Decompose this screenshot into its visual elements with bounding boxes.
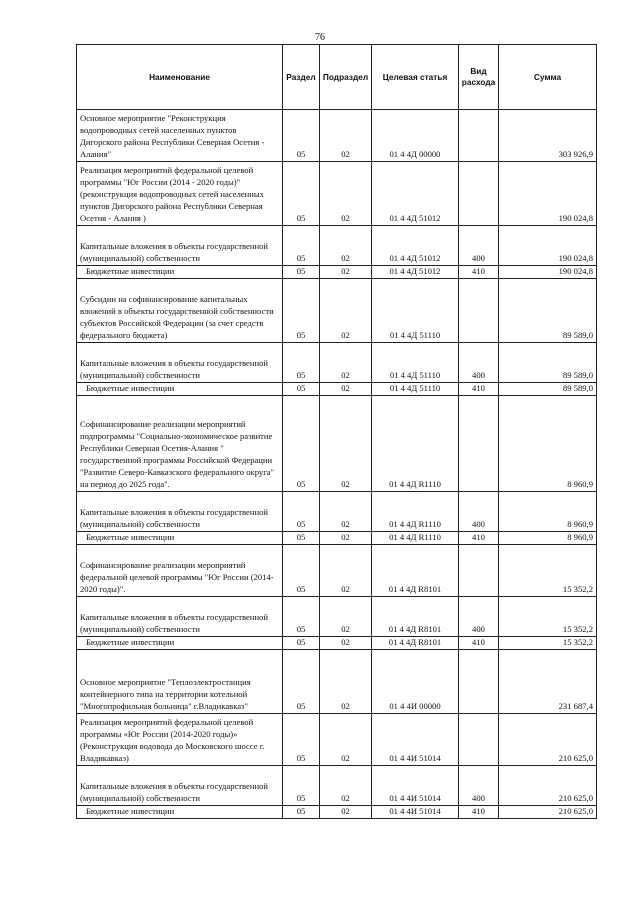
table-row (77, 491, 597, 531)
cell-subsection: 02 (320, 382, 372, 395)
cell-sum: 231 687,4 (499, 649, 597, 713)
cell-section: 05 (283, 266, 320, 279)
cell-expense-type: 410 (459, 266, 499, 279)
cell-name: Реализация мероприятий федеральной целевой программы "Юг России (2014 - 2020 годы)" (реконструкция водопроводных сетей населенных пунктов Дигорского района Республики Северная Осетия - Алания ) (77, 162, 283, 226)
cell-target: 01 4 4Д R8101 (372, 544, 459, 596)
cell-section: 05 (283, 162, 320, 226)
table-row (77, 226, 597, 266)
table-row (77, 765, 597, 805)
table-row (77, 382, 597, 395)
cell-target: 01 4 4Д 51012 (372, 226, 459, 266)
cell-sum: 89 589,0 (499, 382, 597, 395)
cell-expense-type (459, 544, 499, 596)
cell-expense-type: 400 (459, 765, 499, 805)
cell-target: 01 4 4Д 00000 (372, 110, 459, 162)
cell-sum: 89 589,0 (499, 278, 597, 342)
table-row (77, 162, 597, 226)
cell-name: Капитальные вложения в объекты государственной (муниципальной) собственности (77, 765, 283, 805)
cell-sum: 15 352,2 (499, 636, 597, 649)
cell-section: 05 (283, 342, 320, 382)
table-row (77, 110, 597, 162)
cell-sum: 210 625,0 (499, 805, 597, 818)
cell-name: Субсидии на софинансирование капитальных вложений в объекты государственной собственности субъектов Российской Федерации (за счет средств федерального бюджета) (77, 278, 283, 342)
cell-section: 05 (283, 278, 320, 342)
cell-subsection: 02 (320, 162, 372, 226)
cell-expense-type (459, 110, 499, 162)
cell-sum: 190 024,8 (499, 226, 597, 266)
table-row (77, 342, 597, 382)
cell-name: Софинансирование реализации мероприятий подпрограммы "Социально-экономическое развитие Республики Северная Осетия-Алания " государственной программы Российской Федерации "Развитие Северо-Кавказского федерального округа" на период до 2025 года". (77, 395, 283, 491)
cell-section: 05 (283, 713, 320, 765)
cell-sum: 15 352,2 (499, 596, 597, 636)
cell-expense-type (459, 162, 499, 226)
table-row (77, 805, 597, 818)
cell-name: Капитальные вложения в объекты государственной (муниципальной) собственности (77, 491, 283, 531)
cell-sum: 89 589,0 (499, 342, 597, 382)
cell-section: 05 (283, 531, 320, 544)
cell-name: Бюджетные инвестиции (77, 636, 283, 649)
table-row (77, 266, 597, 279)
cell-sum: 15 352,2 (499, 544, 597, 596)
cell-name: Капитальные вложения в объекты государственной (муниципальной) собственности (77, 226, 283, 266)
cell-name: Бюджетные инвестиции (77, 266, 283, 279)
cell-subsection: 02 (320, 395, 372, 491)
cell-expense-type: 410 (459, 531, 499, 544)
cell-sum: 8 960,9 (499, 531, 597, 544)
cell-target: 01 4 4Д R8101 (372, 596, 459, 636)
cell-name: Бюджетные инвестиции (77, 805, 283, 818)
table-row (77, 395, 597, 491)
cell-expense-type: 410 (459, 636, 499, 649)
cell-target: 01 4 4И 51014 (372, 765, 459, 805)
cell-target: 01 4 4Д R1110 (372, 395, 459, 491)
cell-section: 05 (283, 765, 320, 805)
cell-sum: 8 960,9 (499, 491, 597, 531)
cell-section: 05 (283, 544, 320, 596)
cell-target: 01 4 4Д 51012 (372, 266, 459, 279)
table-row (77, 636, 597, 649)
header-name: Наименование (77, 45, 283, 110)
cell-target: 01 4 4Д R8101 (372, 636, 459, 649)
table-row (77, 544, 597, 596)
cell-subsection: 02 (320, 805, 372, 818)
cell-sum: 303 926,9 (499, 110, 597, 162)
cell-expense-type: 410 (459, 805, 499, 818)
cell-section: 05 (283, 636, 320, 649)
cell-expense-type: 400 (459, 226, 499, 266)
table-body (77, 110, 597, 819)
table-row (77, 713, 597, 765)
cell-section: 05 (283, 491, 320, 531)
header-expense-type: Вид расхода (459, 45, 499, 110)
cell-subsection: 02 (320, 266, 372, 279)
cell-expense-type: 400 (459, 342, 499, 382)
cell-section: 05 (283, 395, 320, 491)
cell-expense-type (459, 278, 499, 342)
header-subsection: Подраздел (320, 45, 372, 110)
cell-name: Капитальные вложения в объекты государственной (муниципальной) собственности (77, 342, 283, 382)
cell-section: 05 (283, 649, 320, 713)
cell-section: 05 (283, 110, 320, 162)
page-number: 76 (315, 32, 325, 43)
table-row (77, 649, 597, 713)
cell-expense-type: 400 (459, 596, 499, 636)
cell-subsection: 02 (320, 531, 372, 544)
cell-expense-type: 400 (459, 491, 499, 531)
cell-subsection: 02 (320, 765, 372, 805)
cell-subsection: 02 (320, 544, 372, 596)
cell-expense-type (459, 649, 499, 713)
cell-target: 01 4 4И 51014 (372, 713, 459, 765)
cell-subsection: 02 (320, 342, 372, 382)
cell-subsection: 02 (320, 596, 372, 636)
header-row (77, 45, 597, 110)
cell-sum: 8 960,9 (499, 395, 597, 491)
cell-name: Капитальные вложения в объекты государственной (муниципальной) собственности (77, 596, 283, 636)
cell-sum: 190 024,8 (499, 266, 597, 279)
cell-subsection: 02 (320, 636, 372, 649)
table-row (77, 531, 597, 544)
cell-name: Бюджетные инвестиции (77, 382, 283, 395)
cell-name: Реализация мероприятий федеральной целевой программы «Юг России (2014-2020 годы)» (Реконструкция водовода до Московского шоссе г. Владикавказ) (77, 713, 283, 765)
budget-table (76, 44, 597, 819)
cell-target: 01 4 4Д 51110 (372, 278, 459, 342)
cell-subsection: 02 (320, 649, 372, 713)
header-sum: Сумма (499, 45, 597, 110)
cell-section: 05 (283, 226, 320, 266)
cell-target: 01 4 4Д R1110 (372, 531, 459, 544)
cell-subsection: 02 (320, 278, 372, 342)
cell-subsection: 02 (320, 226, 372, 266)
cell-sum: 210 625,0 (499, 713, 597, 765)
cell-target: 01 4 4Д R1110 (372, 491, 459, 531)
table-row (77, 278, 597, 342)
cell-expense-type: 410 (459, 382, 499, 395)
cell-name: Софинансирование реализации мероприятий федеральной целевой программы "Юг России (2014-2020 годы)". (77, 544, 283, 596)
header-target: Целевая статья (372, 45, 459, 110)
cell-target: 01 4 4И 51014 (372, 805, 459, 818)
header-section: Раздел (283, 45, 320, 110)
cell-section: 05 (283, 596, 320, 636)
cell-expense-type (459, 713, 499, 765)
cell-subsection: 02 (320, 713, 372, 765)
cell-target: 01 4 4Д 51012 (372, 162, 459, 226)
cell-subsection: 02 (320, 110, 372, 162)
cell-section: 05 (283, 382, 320, 395)
table-row (77, 596, 597, 636)
cell-name: Бюджетные инвестиции (77, 531, 283, 544)
cell-sum: 210 625,0 (499, 765, 597, 805)
cell-target: 01 4 4Д 51110 (372, 382, 459, 395)
cell-target: 01 4 4И 00000 (372, 649, 459, 713)
cell-name: Основное мероприятие "Реконструкция водопроводных сетей населенных пунктов Дигорского района Республики Северная Осетия - Алания" (77, 110, 283, 162)
cell-target: 01 4 4Д 51110 (372, 342, 459, 382)
cell-expense-type (459, 395, 499, 491)
cell-subsection: 02 (320, 491, 372, 531)
cell-sum: 190 024,8 (499, 162, 597, 226)
cell-name: Основное мероприятие "Теплоэлектростанция контейнерного типа на территории котельной "Многопрофильная больница" г.Владикавказ" (77, 649, 283, 713)
cell-section: 05 (283, 805, 320, 818)
